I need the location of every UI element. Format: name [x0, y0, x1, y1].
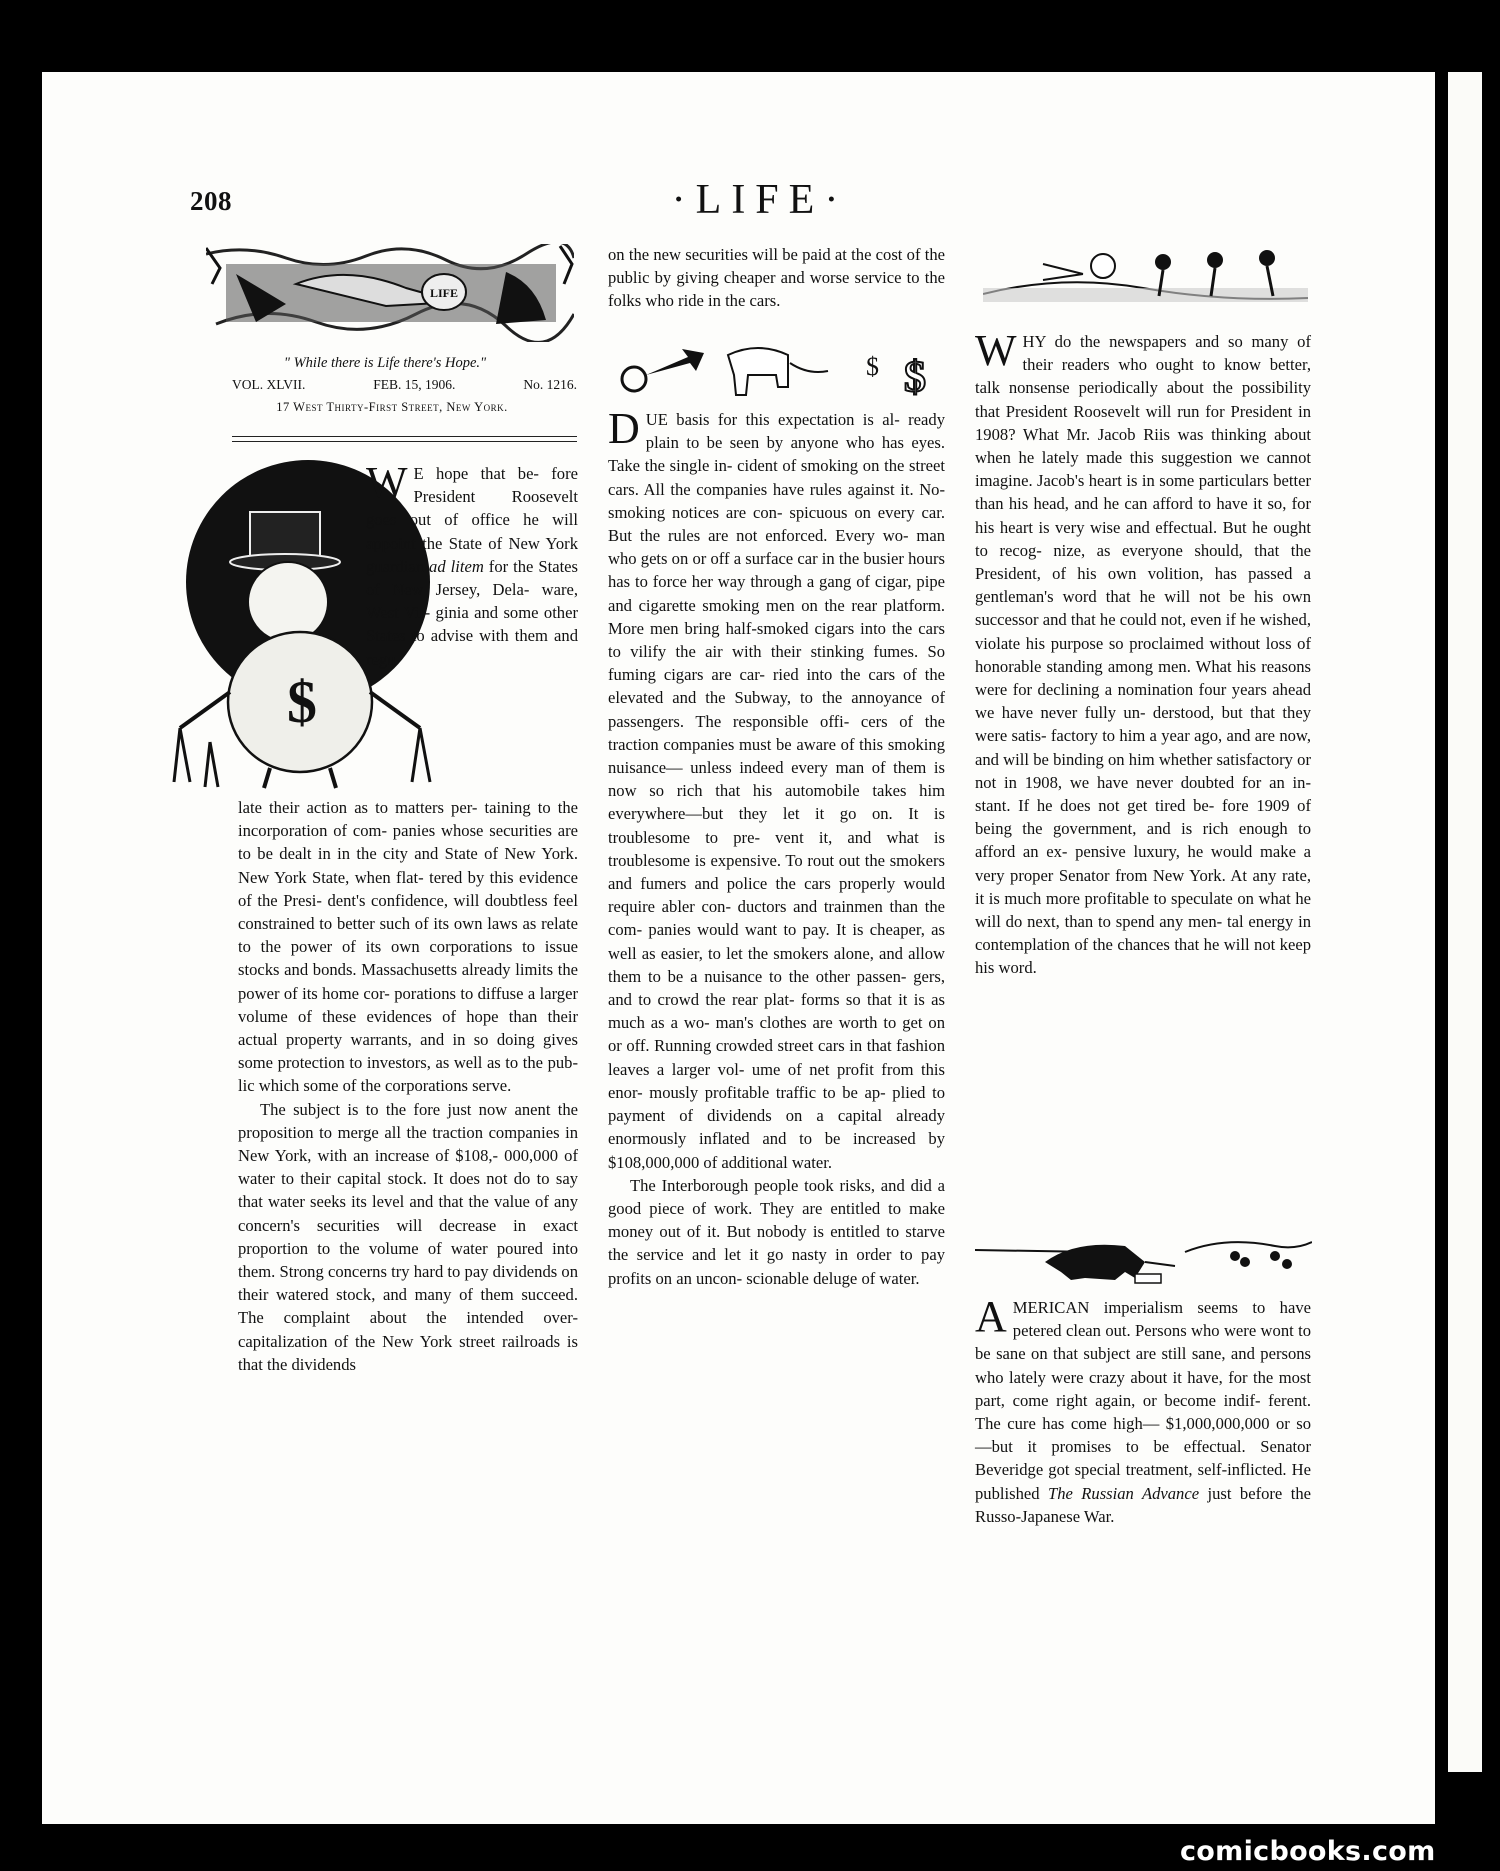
sun-and-runners-illustration [983, 244, 1308, 316]
paragraph [975, 326, 1311, 980]
masthead-banner-illustration [206, 244, 574, 342]
next-page-edge [1448, 72, 1482, 1772]
editorial-column-3-lower [975, 1292, 1311, 1528]
text-run: just before the Russo-Japanese War. [975, 1483, 1311, 1526]
issue-number: No. 1216. [523, 377, 577, 392]
text-run: E hope that be- fore President Roosevelt goes out of office he will appoint the State of New York guardian [366, 464, 578, 576]
text-run: MERICAN imperialism seems to have petered clean out. Persons who were wont to be sane on that subject are still sane, and persons who lately were crazy about it have, for the most part, come right again, or become indif- ferent. The cure has come high— $1,000,000,000 or so—but it promises to be effectual. Senator Beveridge got special treatment, self-inflicted. He published [975, 1298, 1311, 1503]
text-run: HY do the newspapers and so many of their readers who ought to know better, talk nonsense periodically about the possibility that President Roosevelt will run for President in 1908? What Mr. Jacob Riis was thinking about when he lately made this suggestion we cannot imagine. Jacob's heart is in some particulars better than his head, and he can afford to have it so, for his heart is very wise and effectual. But he ought to recog- nize, as everyone should, that the President, of his own volition, has passed a gentleman's word that he will not be his own successor and that he could not, even if he wished, violate his purpose so proclaimed without loss of honorable standing among men. What his reasons were for declining a nomination four years ahead we have never fully un- derstood, but that they were satis- factory to him a year ago, and are now, and will be binding on him whether satisfactory or not in 1908, we have never doubted for an in- stant. If he does not get tired be- fore 1909 of being the government, and is rich enough to afford an ex- pensive luxury, he would make a very proper Senator from New York. At any rate, it is much more profitable to speculate on what he will do next, than to spend any men- tal energy in contemplation of the chances that he will not keep his word. [975, 332, 1311, 978]
editorial-column-2 [608, 404, 945, 1290]
editorial-column-1 [238, 796, 578, 1376]
masthead-motto: " While there is Life there's Hope." [283, 355, 487, 371]
paragraph [608, 404, 945, 1174]
bear-and-vine-illustration [975, 1232, 1312, 1294]
page-number: 208 [190, 186, 232, 216]
dollar-sign-icon: $ [287, 669, 317, 735]
editorial-column-3 [975, 326, 1311, 980]
divider-rule [232, 441, 577, 442]
paragraph: The subject is to the fore just now anent the proposition to merge all the traction companies in New York, with an increase of $108,- 000,000 of water to their capital stock. It does not do to say that water seeks its level and that the value of any concern's securities will decrease in exact proportion to the volume of water poured into them. Strong concerns try hard to pay dividends on their watered stock, and many of them succeed. The complaint about the intended over-capitalization of the New York street railroads is that the dividends [238, 1099, 578, 1374]
magazine-title: ·LIFE· [671, 177, 849, 223]
drop-cap: A [975, 1292, 1007, 1341]
paragraph: on the new securities will be paid at the cost of the public by giving cheaper and worse service to the folks who ride in the cars. [608, 245, 945, 311]
paragraph: The Interborough people took risks, and did a good piece of work. They are entitled to make money out of it. But nobody is entitled to starve the service and let it go nasty in order to pay profits on an uncon- scionable deluge of water. [608, 1175, 945, 1288]
drop-cap: D [608, 404, 640, 453]
dollar-icon: $ [866, 352, 879, 381]
text-run: for the States of New Jersey, Dela- ware, West Vir- ginia and some other States to advise with them and regu- [366, 556, 579, 669]
issue-date: FEB. 15, 1906. [373, 377, 456, 392]
volume-line [232, 377, 577, 393]
publisher-address: 17 West Thirty-First Street, New York. [276, 400, 508, 414]
banner-shield-text: LIFE [429, 286, 459, 300]
key-elephant-dollar-illustration [608, 335, 945, 405]
site-watermark: comicbooks.com [1180, 1836, 1436, 1867]
text-run: UE basis for this expectation is al- ready plain to be seen by anyone who has eyes. Take the single in- cident of smoking on the street cars. All the companies have rules against it. No-smoking notices are con- spicuous on every car. But the rules are not enforced. Every wo- man who gets on or off a surface car in the busier hours has to force her way through a gang of cigar, pipe and cigarette smoking men on the rear platform. More men bring half-smoked cigars into the cars to vilify the air with their stinking fumes. So fuming cigars are car- ried into the cars of the elevated and the Subway, to the annoyance of passengers. The responsible offi- cers of the traction companies must be aware of this smoking nuisance— unless indeed every man of them is now so rich that his automobile takes him everywhere—but they let it go on. It is troublesome to pre- vent it, and what is troublesome is expensive. To rout out the smokers and fumers and police the cars properly would require abler con- ductors and trainmen than the com- panies would want to pay. It is cheaper, as well as easier, to let the smokers alone, and allow them to be a nuisance to the other passen- gers, and to crowd the rear plat- forms so that it is as much as a wo- man's clothes are worth to get on or off. Running crowded street cars in that fashion leaves a larger vol- ume of net profit from this enor- mously profitable traffic to be ap- plied to payment of dividends on a capital already enormously inflated and to be increased by $108,000,000 of additional water. [608, 410, 945, 1172]
paragraph [366, 458, 579, 671]
italic-text: The Russian Advance [1047, 1483, 1200, 1503]
paragraph: late their action as to matters per- taining to the incorporation of com- panies whose securities are to be dealt in in the city and State of New York. New York State, when flat- tered by this evidence of the Presi- dent's confidence, will doubtless feel constrained to better such of its own laws as relate to the power of its own corporations to issue stocks and bonds. Massachusetts already limits the power of its home cor- porations to diffuse a larger volume of these evidences of hope than their actual property warrants, and in so doing gives some protection to investors, as well as to the pub- lic which some of the corporations serve. [238, 798, 578, 1096]
italic-text: ad litem [429, 556, 484, 576]
divider-rule [232, 436, 577, 437]
drop-cap: W [975, 326, 1017, 375]
paragraph [975, 1292, 1311, 1528]
dollar-icon: $ [904, 352, 926, 401]
drop-cap: W [366, 458, 408, 507]
volume-number: VOL. XLVII. [232, 377, 306, 392]
editorial-column-2-top [608, 243, 945, 313]
editorial-column-1-wrap [238, 458, 579, 671]
